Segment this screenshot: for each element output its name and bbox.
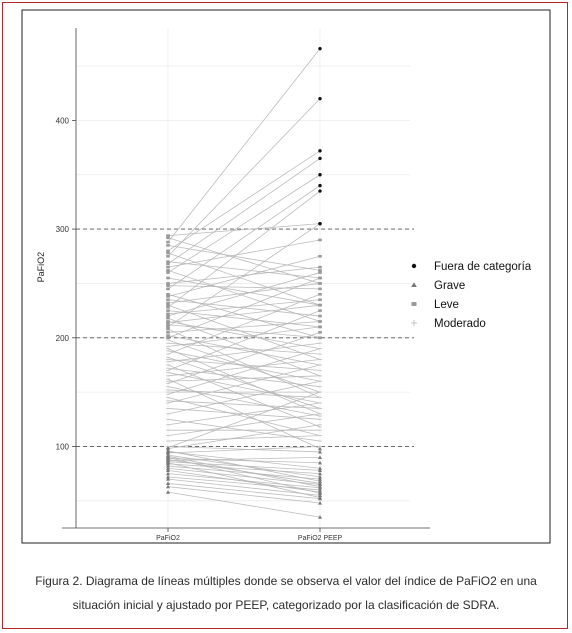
legend-marker-dot (412, 264, 416, 268)
x-tick-label: PaFiO2 (156, 535, 180, 542)
point-fuera (318, 149, 321, 152)
grid-lines (76, 28, 410, 528)
point-leve (318, 255, 322, 258)
point-leve (318, 336, 322, 339)
legend (411, 261, 532, 330)
point-leve (166, 244, 170, 247)
point-leve (318, 288, 322, 291)
point-leve (166, 260, 170, 263)
point-leve (166, 313, 170, 316)
legend-marker-square (412, 302, 417, 306)
point-leve (166, 298, 170, 301)
point-grave (318, 447, 322, 451)
point-leve (318, 309, 322, 312)
point-leve (318, 293, 322, 296)
point-fuera (318, 173, 321, 176)
point-leve (166, 288, 170, 291)
legend-label: Leve (434, 299, 459, 311)
legend-label: Fuera de categoría (434, 261, 532, 273)
point-leve (166, 234, 170, 237)
series-line (168, 99, 320, 257)
point-leve (166, 293, 170, 296)
figure-caption (20, 569, 552, 617)
point-leve (166, 269, 170, 272)
series-line (168, 457, 320, 493)
series-line (168, 240, 320, 267)
point-fuera (318, 184, 321, 187)
point-leve (318, 315, 322, 318)
series-line (168, 387, 320, 416)
y-tick-label: 300 (55, 225, 69, 235)
point-fuera (318, 189, 321, 192)
point-leve (166, 250, 170, 253)
series-line (168, 349, 320, 414)
point-grave (166, 490, 170, 494)
point-leve (166, 302, 170, 305)
point-leve (166, 282, 170, 285)
point-leve (166, 334, 170, 337)
series-line (168, 492, 320, 517)
caption-line-1: Figura 2. Diagrama de líneas múltiples donde se observa el valor del índice de PaFiO2 en una (35, 574, 537, 588)
y-tick-label: 400 (55, 116, 69, 126)
point-leve (166, 277, 170, 280)
point-leve (318, 239, 322, 242)
y-tick-label: 200 (55, 333, 69, 343)
point-fuera (318, 47, 321, 50)
point-leve (166, 320, 170, 323)
legend-label: Grave (434, 280, 466, 292)
series-line (168, 158, 320, 263)
point-leve (318, 331, 322, 334)
legend-marker-triangle (411, 282, 417, 287)
legend-label: Moderado (434, 318, 486, 330)
series-line (168, 414, 320, 436)
data-markers (166, 47, 322, 519)
point-leve (318, 320, 322, 323)
series-line (168, 360, 320, 376)
point-leve (166, 309, 170, 312)
series-line (168, 365, 320, 427)
series-line (168, 327, 320, 347)
plot-panel-border (22, 10, 550, 543)
point-fuera (318, 157, 321, 160)
y-tick-label: 100 (55, 442, 69, 452)
point-leve (166, 331, 170, 334)
point-fuera (318, 222, 321, 225)
point-leve (318, 277, 322, 280)
point-leve (318, 282, 322, 285)
point-leve (318, 326, 322, 329)
caption-line-2: situación inicial y ajustado por PEEP, categorizado por la clasificación de SDRA. (72, 598, 500, 612)
series-line (168, 224, 320, 236)
series-line (168, 49, 320, 242)
point-leve (318, 269, 322, 272)
point-leve (166, 241, 170, 244)
point-leve (166, 266, 170, 269)
point-leve (318, 298, 322, 301)
y-axis-label: PaFiO2 (36, 251, 46, 283)
axes (36, 28, 430, 542)
series-line (168, 401, 320, 409)
point-leve (166, 255, 170, 258)
point-leve (318, 266, 322, 269)
x-tick-label: PaFiO2 PEEP (297, 535, 343, 542)
point-leve (318, 304, 322, 307)
point-fuera (318, 97, 321, 100)
